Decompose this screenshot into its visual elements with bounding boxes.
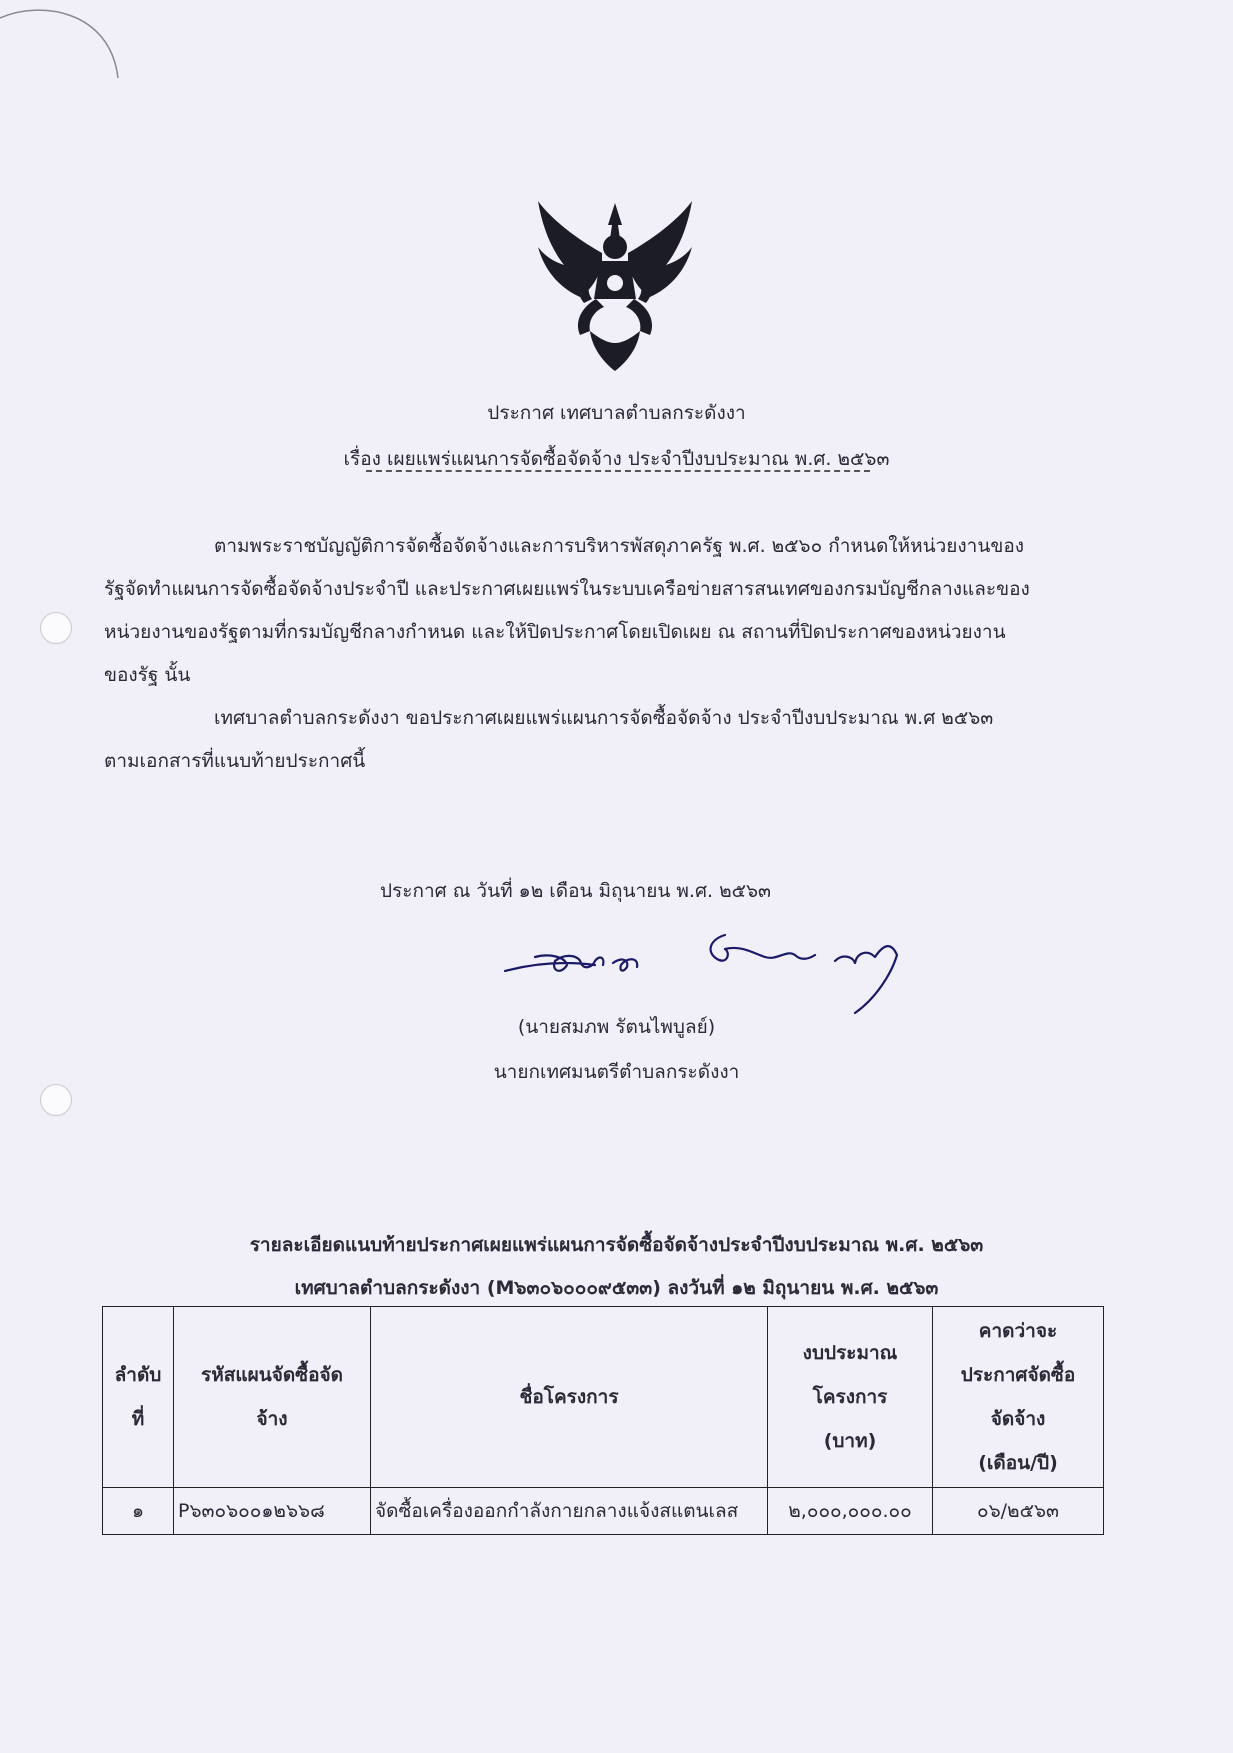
col-header-no [103, 1307, 174, 1488]
table-row [103, 1488, 1104, 1535]
col-header-expected-line1: คาดว่าจะ [978, 1320, 1058, 1342]
body-line: ตามเอกสารที่แนบท้ายประกาศนี้ [104, 750, 366, 772]
procurement-plan-table [102, 1306, 1104, 1535]
body-line: ตามพระราชบัญญัติการจัดซื้อจัดจ้างและการบริหารพัสดุภาครัฐ พ.ศ. ๒๕๖๐ กำหนดให้หน่วยงานของ [214, 535, 1025, 557]
handwritten-signature [495, 905, 915, 1015]
col-header-budget-line3: (บาท) [823, 1430, 877, 1452]
col-header-budget-line2: โครงการ [812, 1386, 888, 1408]
cell-plan-code: P๖๓๐๖๐๐๑๒๖๖๘ [174, 1488, 371, 1535]
col-header-expected-line2: ประกาศจัดซื้อ [960, 1364, 1076, 1386]
body-text [104, 525, 1114, 783]
cell-project-name: จัดซื้อเครื่องออกกำลังกายกลางแจ้งสแตนเลส [371, 1488, 768, 1535]
col-header-expected-date [933, 1307, 1104, 1488]
title-divider [366, 470, 870, 472]
signatory-name: (นายสมภพ รัตนไพบูลย์) [517, 1016, 716, 1038]
body-line: หน่วยงานของรัฐตามที่กรมบัญชีกลางกำหนด และให้ปิดประกาศโดยเปิดเผย ณ สถานที่ปิดประกาศของหน่วยงาน [104, 621, 1006, 643]
punch-hole-bottom [40, 1084, 72, 1116]
col-header-plan-code-line2: จ้าง [256, 1408, 288, 1430]
col-header-no-line1: ลำดับ [114, 1364, 162, 1386]
col-header-expected-line4: (เดือน/ปี) [978, 1452, 1058, 1474]
signatory-position: นายกเทศมนตรีตำบลกระดังงา [493, 1061, 740, 1083]
col-header-plan-code-line1: รหัสแผนจัดซื้อจัด [201, 1364, 343, 1386]
cell-no: ๑ [103, 1488, 174, 1535]
body-line: เทศบาลตำบลกระดังงา ขอประกาศเผยแพร่แผนการจัดซื้อจัดจ้าง ประจำปีงบประมาณ พ.ศ ๒๕๖๓ [214, 707, 994, 729]
page-corner-fold [0, 0, 130, 90]
col-header-plan-code [174, 1307, 371, 1488]
col-header-project-name: ชื่อโครงการ [371, 1307, 768, 1488]
cell-expected-date: ๐๖/๒๕๖๓ [933, 1488, 1104, 1535]
garuda-emblem-icon [530, 195, 700, 375]
col-header-budget [768, 1307, 933, 1488]
announcement-subject: เรื่อง เผยแพร่แผนการจัดซื้อจัดจ้าง ประจำปีงบประมาณ พ.ศ. ๒๕๖๓ [343, 448, 890, 470]
cell-budget: ๒,๐๐๐,๐๐๐.๐๐ [768, 1488, 933, 1535]
punch-hole-top [40, 612, 72, 644]
attachment-heading: รายละเอียดแนบท้ายประกาศเผยแพร่แผนการจัดซื้อจัดจ้างประจำปีงบประมาณ พ.ศ. ๒๕๖๓ [249, 1234, 984, 1256]
col-header-budget-line1: งบประมาณ [802, 1342, 898, 1364]
announcement-date: ประกาศ ณ วันที่ ๑๒ เดือน มิถุนายน พ.ศ. ๒๕๖๓ [380, 880, 772, 902]
table-header-row [103, 1307, 1104, 1488]
body-line: รัฐจัดทำแผนการจัดซื้อจัดจ้างประจำปี และประกาศเผยแพร่ในระบบเครือข่ายสารสนเทศของกรมบัญชีกลางและของ [104, 578, 1030, 600]
attachment-subheading: เทศบาลตำบลกระดังงา (M๖๓๐๖๐๐๐๙๕๓๓) ลงวันที่ ๑๒ มิถุนายน พ.ศ. ๒๕๖๓ [294, 1277, 939, 1299]
col-header-expected-line3: จัดจ้าง [990, 1408, 1046, 1430]
col-header-no-line2: ที่ [131, 1408, 145, 1430]
body-line: ของรัฐ นั้น [104, 664, 191, 686]
announcement-title: ประกาศ เทศบาลตำบลกระดังงา [487, 402, 746, 424]
procurement-table-wrapper [102, 1306, 1104, 1535]
